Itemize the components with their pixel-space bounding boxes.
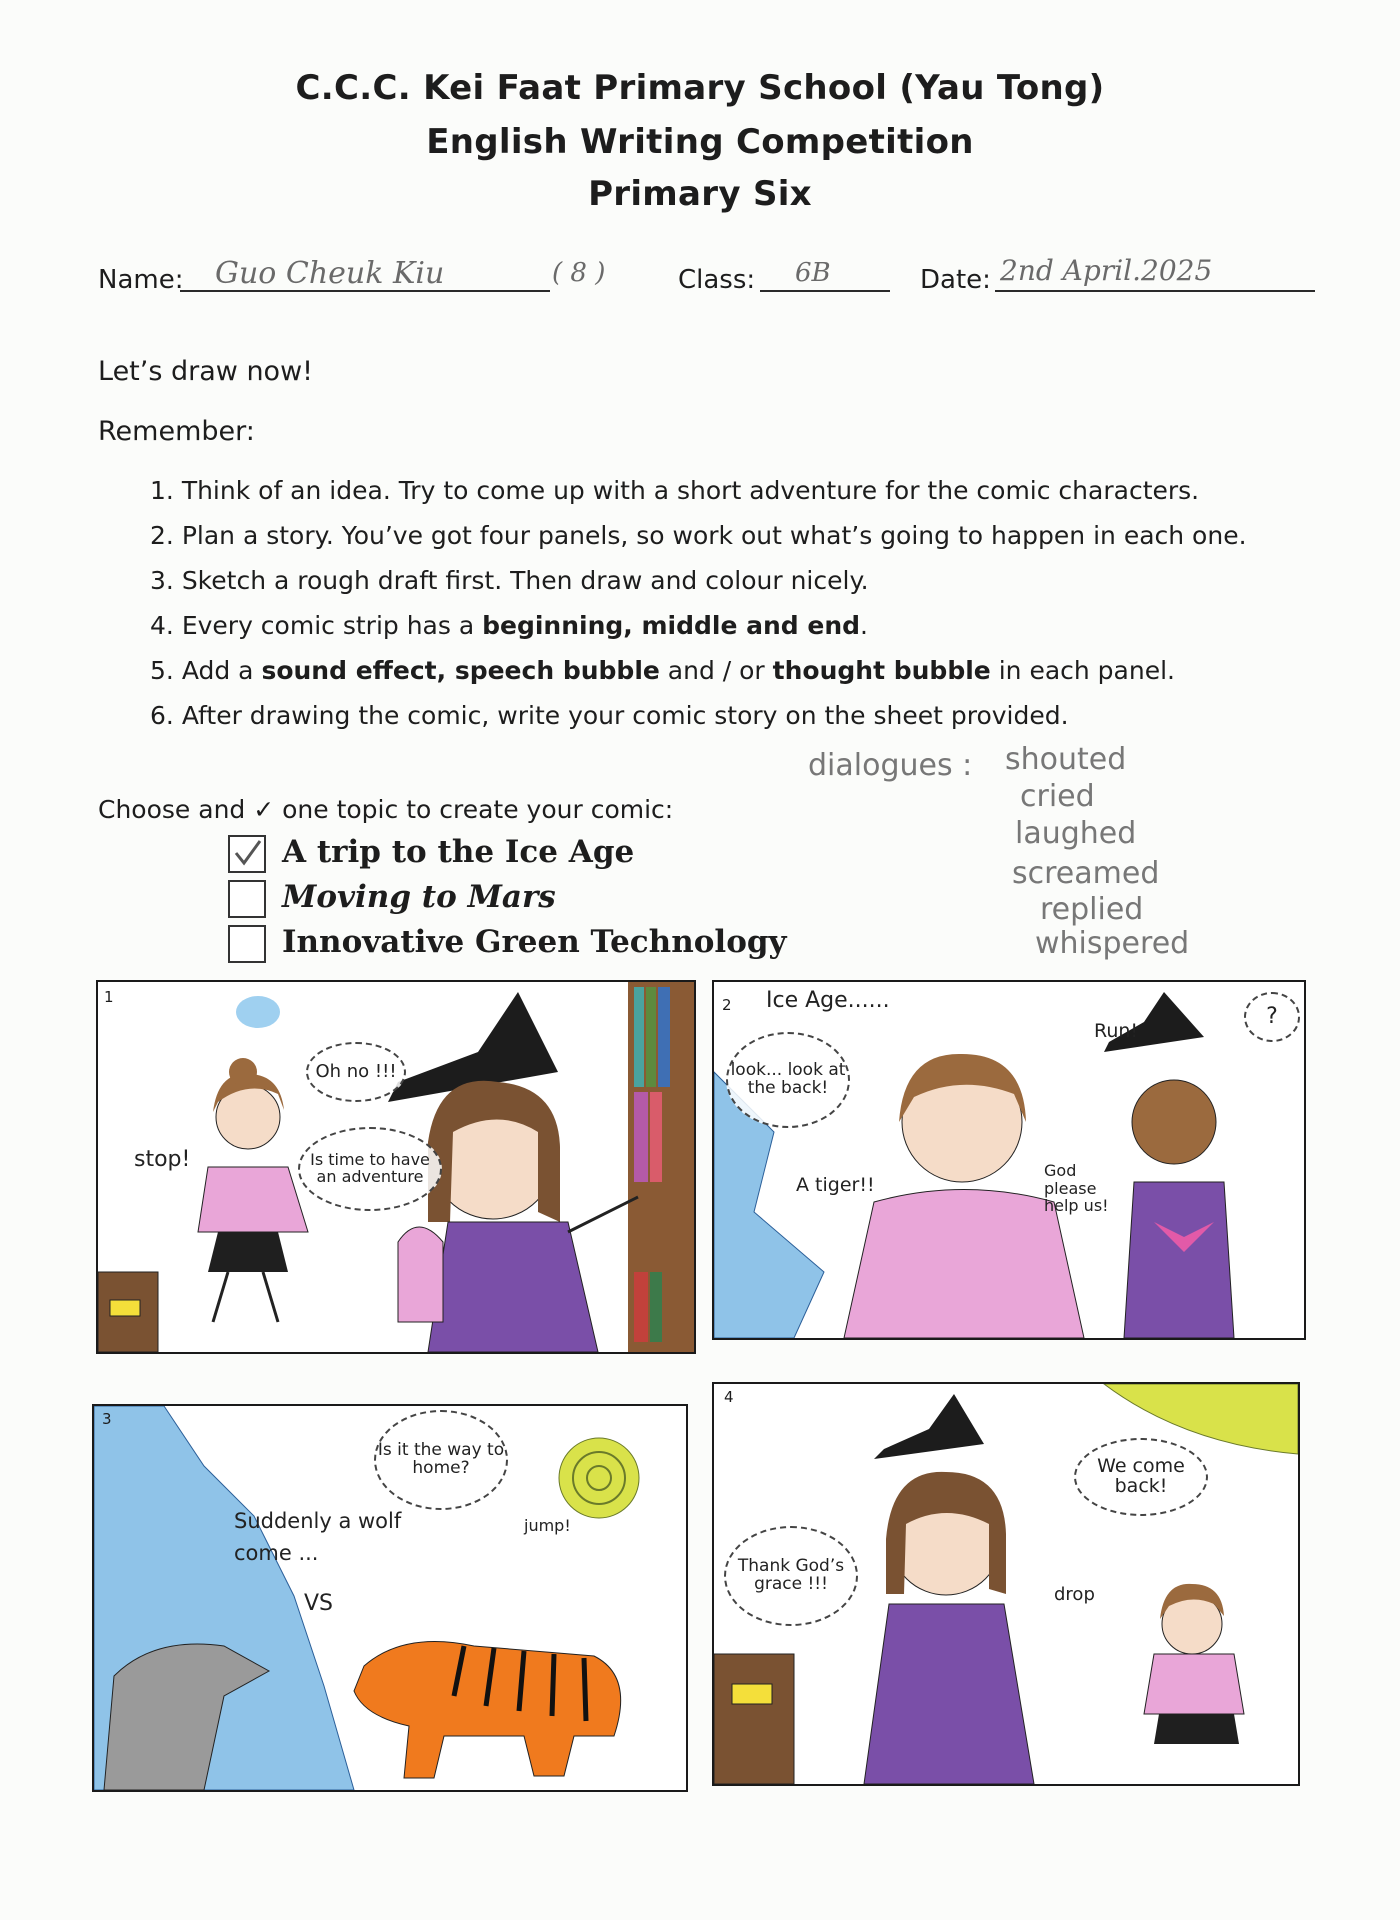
comic-panel-3: [92, 1404, 688, 1792]
panel-2-tiger: A tiger!!: [796, 1174, 875, 1196]
notes-heading: dialogues :: [808, 748, 973, 783]
note-word-6: whispered: [1035, 926, 1190, 961]
note-word-1: shouted: [1005, 742, 1127, 777]
rule-item: [150, 603, 1247, 648]
panel-1-oh-no-bubble: Oh no !!!: [306, 1042, 406, 1102]
tiger: [354, 1642, 621, 1779]
rule-item: [150, 693, 1247, 738]
panel-4-thank-bubble: Thank God’s grace !!!: [724, 1526, 858, 1626]
panel-3-number: 3: [102, 1410, 112, 1428]
rule-emphasis: thought bubble: [772, 656, 991, 685]
class-line: [760, 290, 890, 292]
rule-emphasis: beginning, middle and end: [482, 611, 861, 640]
panel-4-drop: drop: [1054, 1584, 1095, 1605]
topic-label-2: Moving to Mars: [282, 879, 556, 915]
panel-2-number: 2: [722, 996, 732, 1014]
drawer-cabinet: [714, 1654, 794, 1784]
choose-prompt: Choose and ✓ one topic to create your comic:: [98, 795, 674, 824]
rule-emphasis: sound effect, speech bubble: [261, 656, 660, 685]
name-value: Guo Cheuk Kiu: [215, 256, 445, 291]
rule-text: Plan a story. You’ve got four panels, so work out what’s going to happen in each one.: [181, 521, 1247, 550]
panel-4-back-bubble: We come back!: [1074, 1438, 1208, 1516]
rule-item: [150, 648, 1247, 693]
level-title: Primary Six: [588, 174, 812, 214]
topic-checkbox-2[interactable]: [228, 880, 266, 918]
rule-number: 1.: [150, 476, 182, 505]
competition-title: English Writing Competition: [426, 122, 974, 162]
name-label: Name:: [98, 265, 184, 295]
portal: [559, 1438, 639, 1518]
rule-text: Add a: [181, 656, 262, 685]
panel-3-way-home-bubble: Is it the way to home?: [374, 1410, 508, 1510]
checkmark-icon: [230, 837, 264, 871]
rule-item: [150, 513, 1247, 558]
rule-number: 3.: [150, 566, 182, 595]
topic-label-3: Innovative Green Technology: [282, 924, 787, 960]
rule-text: Sketch a rough draft first. Then draw and colour nicely.: [181, 566, 869, 595]
panel-4-number: 4: [724, 1388, 734, 1406]
note-word-3: laughed: [1015, 816, 1137, 851]
class-value: 6B: [795, 258, 831, 288]
panel-2-question-bubble: ?: [1244, 992, 1300, 1042]
lamp: [236, 996, 280, 1028]
rule-text: .: [860, 611, 868, 640]
panel-2-pray: God please help us!: [1044, 1161, 1109, 1216]
remember-label: Remember:: [98, 416, 255, 447]
rule-text: After drawing the comic, write your comic story on the sheet provided.: [181, 701, 1069, 730]
panel-1-adventure-bubble: Is time to have an adventure: [298, 1127, 442, 1211]
school-title: C.C.C. Kei Faat Primary School (Yau Tong): [295, 68, 1105, 108]
panel-3-vs: VS: [304, 1591, 334, 1616]
comic-panel-4: [712, 1382, 1300, 1786]
rule-number: 2.: [150, 521, 182, 550]
intro-text: Let’s draw now!: [98, 356, 313, 387]
rule-text: and / or: [659, 656, 773, 685]
class-number: ( 8 ): [552, 258, 606, 288]
topic-label-1: A trip to the Ice Age: [282, 834, 635, 870]
rule-text: in each panel.: [990, 656, 1175, 685]
note-word-4: screamed: [1012, 856, 1160, 891]
witch-hat: [874, 1394, 984, 1459]
rules-list: [150, 468, 1247, 738]
comic-panel-2: [712, 980, 1306, 1340]
date-value: 2nd April.2025: [1000, 254, 1213, 287]
date-label: Date:: [920, 265, 991, 295]
rule-item: [150, 468, 1247, 513]
panel-3-jump: jump!: [524, 1516, 571, 1535]
note-word-5: replied: [1040, 892, 1144, 927]
panel-2-run: Run!: [1094, 1020, 1139, 1042]
rule-number: 5.: [150, 656, 182, 685]
panel-2-caption: Ice Age......: [766, 988, 890, 1013]
class-label: Class:: [678, 265, 756, 295]
rule-number: 4.: [150, 611, 182, 640]
note-word-2: cried: [1020, 779, 1095, 814]
rule-item: [150, 558, 1247, 603]
comic-panel-1: [96, 980, 696, 1354]
topic-checkbox-3[interactable]: [228, 925, 266, 963]
rule-text: Think of an idea. Try to come up with a short adventure for the comic characters.: [181, 476, 1200, 505]
date-line: [995, 290, 1315, 292]
panel-3-wolf-caption: Suddenly a wolf come ...: [234, 1509, 402, 1565]
panel-2-look-bubble: look... look at the back!: [726, 1032, 850, 1128]
rule-number: 6.: [150, 701, 182, 730]
topic-checkbox-1[interactable]: [228, 835, 266, 873]
rule-text: Every comic strip has a: [181, 611, 483, 640]
panel-1-number: 1: [104, 988, 114, 1006]
panel-1-stop: stop!: [134, 1147, 191, 1172]
